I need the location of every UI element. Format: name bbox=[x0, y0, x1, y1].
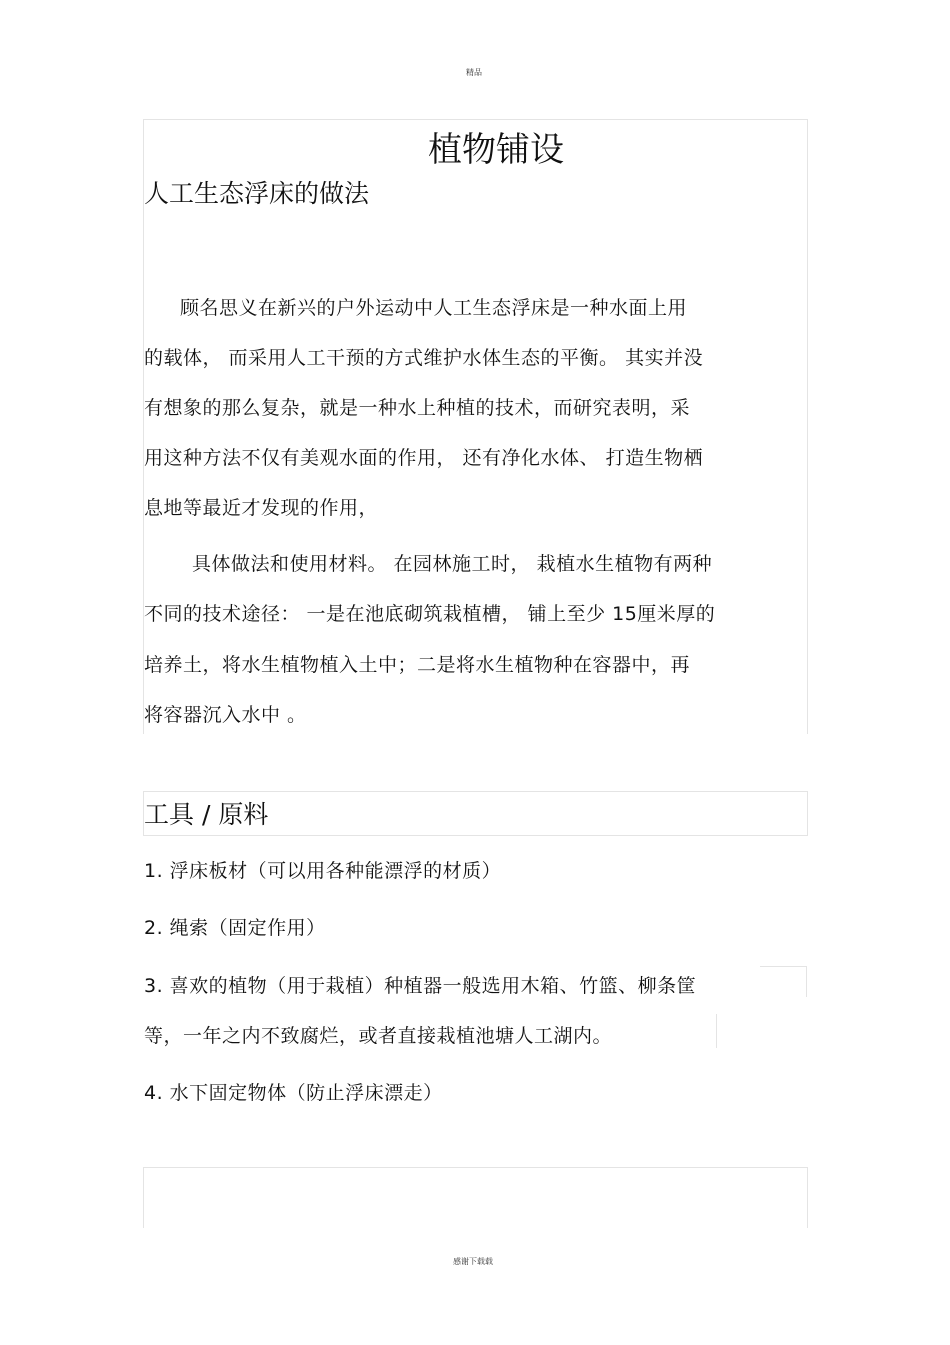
para1-line: 顾名思义在新兴的户外运动中人工生态浮床是一种水面上用 bbox=[180, 297, 688, 319]
tool-item: 4. 水下固定物体（防止浮床漂走） bbox=[144, 1082, 443, 1104]
table-fragment bbox=[760, 966, 807, 997]
content-frame bbox=[143, 119, 808, 734]
para2-line: 培养土，将水生植物植入土中；二是将水生植物种在容器中，再 bbox=[144, 654, 691, 676]
page-header: 精品 bbox=[466, 68, 482, 77]
tools-heading: 工具 / 原料 bbox=[144, 800, 269, 829]
tool-item: 2. 绳索（固定作用） bbox=[144, 917, 326, 939]
para2-line: 将容器沉入水中 。 bbox=[144, 704, 307, 726]
para1-line: 息地等最近才发现的作用， bbox=[144, 497, 379, 519]
doc-title: 植物铺设 bbox=[428, 130, 564, 170]
doc-subtitle: 人工生态浮床的做法 bbox=[144, 179, 370, 208]
bottom-frame bbox=[143, 1167, 808, 1228]
para1-line: 用这种方法不仅有美观水面的作用， 还有净化水体、 打造生物栖 bbox=[144, 447, 704, 469]
tool-item: 1. 浮床板材（可以用各种能漂浮的材质） bbox=[144, 860, 502, 882]
tool-item: 3. 喜欢的植物（用于栽植）种植器一般选用木箱、竹篮、柳条筐 bbox=[144, 975, 697, 997]
para1-line: 的载体， 而采用人工干预的方式维护水体生态的平衡。 其实并没 bbox=[144, 347, 704, 369]
para2-line: 不同的技术途径： 一是在池底砌筑栽植槽， 铺上至少 15厘米厚的 bbox=[144, 603, 716, 625]
table-divider bbox=[716, 1014, 717, 1048]
para1-line: 有想象的那么复杂，就是一种水上种植的技术，而研究表明，采 bbox=[144, 397, 691, 419]
para2-line: 具体做法和使用材料。 在园林施工时， 栽植水生植物有两种 bbox=[192, 553, 713, 575]
page-footer: 感谢下载载 bbox=[453, 1257, 493, 1266]
tool-item-continued: 等，一年之内不致腐烂，或者直接栽植池塘人工湖内。 bbox=[144, 1025, 613, 1047]
